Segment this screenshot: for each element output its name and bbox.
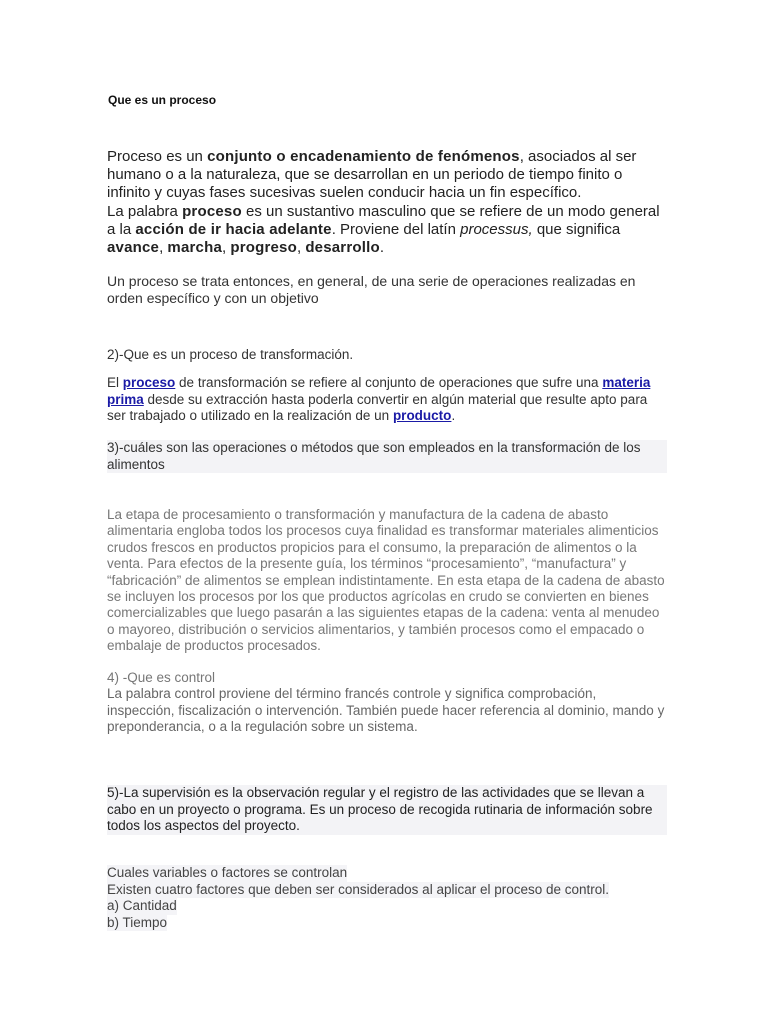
answer-2-text: El (107, 375, 123, 390)
factor-item: a) Cantidad (107, 898, 177, 914)
answer-2-text: . (451, 408, 456, 424)
question-2-heading: 2)-Que es un proceso de transformación. (107, 347, 354, 362)
answer-4-paragraph: La palabra control proviene del término francés controle y significa comprobación, inspección, fiscalización o intervención. También puede hacer referencia al dominio, mando y preponderancia, o a la regulación sobre un sistema. (107, 686, 665, 735)
intro-paragraph (107, 148, 667, 257)
link-materia-prima[interactable]: materia prima (107, 375, 651, 407)
intro-text: La palabra (107, 202, 183, 220)
intro-text: . (379, 239, 385, 257)
intro-text: , (159, 239, 168, 257)
intro-text: es un sustantivo masculino que se refiere de un modo general a la (107, 202, 660, 238)
intro-bold: acción de ir hacia adelante (135, 220, 332, 238)
control-factors-section (107, 865, 667, 931)
page-title: Que es un proceso (108, 93, 217, 107)
intro-bold: progreso (230, 239, 297, 257)
intro-text: , (296, 239, 306, 257)
answer-2-paragraph (107, 375, 667, 425)
intro-text: . Proviene del latín (331, 220, 461, 238)
link-producto[interactable]: producto (392, 408, 452, 424)
answer-3-paragraph: La etapa de procesamiento o transformación y manufactura de la cadena de abasto alimentaria engloba todos los procesos cuya finalidad es transformar materiales alimenticios crudos frescos en productos propicios para el consumo, la preparación de alimentos o la venta. Para efectos de la presente guía, los términos “procesamiento”, “manufactura” y “fabricación” de alimentos se emplean indistintamente. En esta etapa de la cadena de abasto se incluyen los procesos por los que productos agrícolas en crudo se convierten en bienes comercializables que luego pasarán a las siguientes etapas de la cadena: venta al menudeo o mayoreo, distribución o servicios alimentarios, y también procesos como el empacado o embalaje de productos procesados. (107, 507, 665, 654)
question-3-heading: 3)-cuáles son las operaciones o métodos que son empleados en la transformación de los alimentos (107, 440, 667, 473)
link-proceso[interactable]: proceso (122, 375, 176, 390)
factor-item: b) Tiempo (107, 914, 168, 930)
intro-bold: conjunto o encadenamiento de fenómenos (207, 148, 520, 165)
intro-bold: desarrollo (305, 239, 380, 257)
intro-text: que significa (532, 220, 621, 238)
intro-text: Proceso es un (107, 148, 208, 165)
intro-text: , asociados al ser humano o a la naturaleza, que se desarrollan en un periodo de tiempo finito o infinito y cuyas fases sucesivas suelen conducir hacia un fin específico. (107, 148, 637, 202)
general-paragraph: Un proceso se trata entonces, en general, de una serie de operaciones realizadas en orden específico y con un objetivo (107, 273, 636, 306)
intro-bold: avance (107, 239, 160, 257)
intro-text: , (222, 239, 231, 257)
intro-bold: proceso (182, 202, 242, 220)
intro-bold: marcha (167, 239, 222, 257)
question-5-paragraph: 5)-La supervisión es la observación regular y el registro de las actividades que se llevan a cabo en un proyecto o programa. Es un proceso de recogida rutinaria de información sobre todos los aspectos del proyecto. (107, 785, 667, 835)
factors-intro: Existen cuatro factores que deben ser considerados al aplicar el proceso de control. (107, 881, 610, 897)
factors-heading: Cuales variables o factores se controlan (107, 865, 348, 880)
answer-2-text: de transformación se refiere al conjunto de operaciones que sufre una (175, 375, 603, 390)
answer-2-text: desde su extracción hasta poderla convertir en algún material que resulte apto para ser trabajado o utilizado en la realización de un (107, 391, 648, 424)
intro-italic: processus, (460, 220, 533, 238)
question-4-heading: 4) -Que es control (107, 670, 216, 685)
